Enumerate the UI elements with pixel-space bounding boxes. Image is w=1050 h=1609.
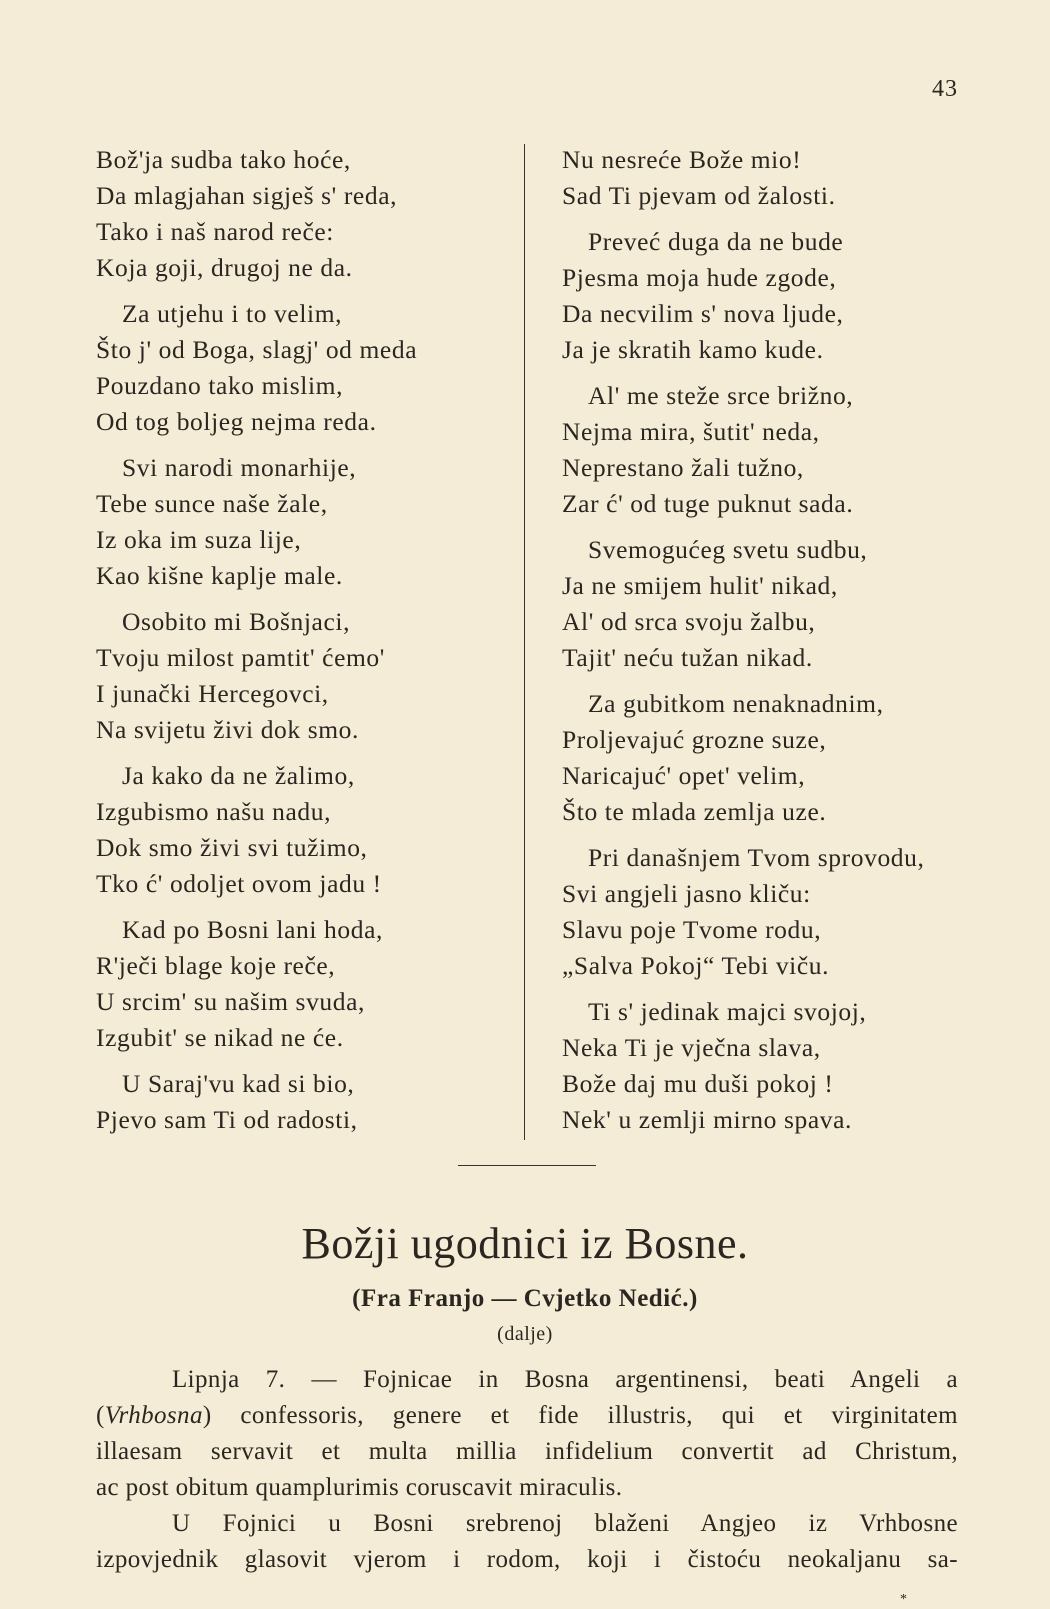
- verse-line: Ja ne smijem hulit' nikad,: [562, 571, 838, 600]
- stanza: [562, 686, 972, 830]
- verse-line: Tako i naš narod reče:: [96, 217, 334, 246]
- verse-line: Za gubitkom nenaknadnim,: [588, 689, 884, 718]
- stanza: [96, 296, 506, 440]
- verse-line: I junački Hercegovci,: [96, 679, 329, 708]
- verse-line: Slavu poje Tvome rodu,: [562, 915, 822, 944]
- verse-line: Ja kako da ne žalimo,: [122, 761, 355, 790]
- verse-line: Bož'ja sudba tako hoće,: [96, 145, 351, 174]
- verse-line: Pri današnjem Tvom sprovodu,: [588, 843, 925, 872]
- prose-line: ac post obitum quamplurimis coruscavit miraculis.: [96, 1474, 623, 1501]
- verse-line: Svemogućeg svetu sudbu,: [588, 535, 868, 564]
- stanza: [96, 912, 506, 1056]
- prose-text: ) confessoris, genere et fide illustris, qui et virginitatem: [202, 1402, 958, 1429]
- verse-line: Na svijetu živi dok smo.: [96, 715, 359, 744]
- prose-line: U Fojnici u Bosni srebrenoj blaženi Angjeo iz Vrhbosne: [172, 1510, 958, 1537]
- verse-line: Al' od srca svoju žalbu,: [562, 607, 816, 636]
- verse-line: Iz oka im suza lije,: [96, 525, 302, 554]
- verse-line: Kao kišne kaplje male.: [96, 561, 343, 590]
- verse-line: Izgubit' se nikad ne će.: [96, 1023, 344, 1052]
- verse-line: Da necvilim s' nova ljude,: [562, 299, 844, 328]
- stanza: [96, 604, 506, 748]
- verse-line: Za utjehu i to velim,: [122, 299, 343, 328]
- verse-line: U srcim' su našim svuda,: [96, 987, 366, 1016]
- verse-line: Tko ć' odoljet ovom jadu !: [96, 869, 382, 898]
- verse-line: Što j' od Boga, slagj' od meda: [96, 335, 418, 364]
- verse-line: Dok smo živi svi tužimo,: [96, 833, 368, 862]
- stanza: [562, 224, 972, 368]
- poem: [96, 142, 962, 1142]
- stanza: [562, 532, 972, 676]
- page-number: 43: [932, 76, 958, 102]
- verse-line: Zar ć' od tuge puknut sada.: [562, 489, 854, 518]
- verse-line: Osobito mi Bošnjaci,: [122, 607, 351, 636]
- verse-line: Tebe sunce naše žale,: [96, 489, 328, 518]
- verse-line: Da mlagjahan sigješ s' reda,: [96, 181, 398, 210]
- stanza: [562, 378, 972, 522]
- section-separator: [458, 1165, 596, 1166]
- verse-line: Sad Ti pjevam od žalosti.: [562, 181, 836, 210]
- poem-right-column: [562, 142, 972, 1148]
- verse-line: Koja goji, drugoj ne da.: [96, 253, 353, 282]
- stanza: [562, 142, 972, 214]
- verse-line: Neka Ti je vječna slava,: [562, 1033, 821, 1062]
- verse-line: Kad po Bosni lani hoda,: [122, 915, 383, 944]
- verse-line: Proljevajuć grozne suze,: [562, 725, 827, 754]
- prose-text: (: [96, 1402, 105, 1429]
- prose-line: izpovjednik glasovit vjerom i rodom, koji i čistoću neokaljanu sa-: [96, 1546, 958, 1573]
- stanza: [562, 840, 972, 984]
- signature-mark: *: [900, 1592, 907, 1607]
- verse-line: Pjevo sam Ti od radosti,: [96, 1105, 358, 1134]
- verse-line: „Salva Pokoj“ Tebi viču.: [562, 951, 830, 980]
- stanza: [562, 994, 972, 1138]
- stanza: [96, 450, 506, 594]
- verse-line: Preveć duga da ne bude: [588, 227, 844, 256]
- stanza: [96, 142, 506, 286]
- verse-line: Bože daj mu duši pokoj !: [562, 1069, 834, 1098]
- prose-line: Lipnja 7. — Fojnicae in Bosna argentinensi, beati Angeli a: [172, 1366, 958, 1393]
- verse-line: Nu nesreće Bože mio!: [562, 145, 802, 174]
- verse-line: Izgubismo našu nadu,: [96, 797, 332, 826]
- column-divider: [524, 144, 525, 1140]
- verse-line: Pjesma moja hude zgode,: [562, 263, 837, 292]
- article-body: [96, 1362, 958, 1578]
- verse-line: Tajit' neću tužan nikad.: [562, 643, 813, 672]
- verse-line: U Saraj'vu kad si bio,: [122, 1069, 355, 1098]
- verse-line: Od tog boljeg nejma reda.: [96, 407, 377, 436]
- prose-line: [96, 1398, 958, 1434]
- stanza: [96, 758, 506, 902]
- verse-line: Svi angjeli jasno kliču:: [562, 879, 811, 908]
- article-continued-note: (dalje): [497, 1323, 553, 1345]
- article-title: Božji ugodnici iz Bosne.: [301, 1219, 749, 1268]
- stanza: [96, 1066, 506, 1138]
- verse-line: R'ječi blage koje reče,: [96, 951, 336, 980]
- prose-line: illaesam servavit et multa millia infidelium convertit ad Christum,: [96, 1438, 958, 1465]
- verse-line: Naricajuć' opet' velim,: [562, 761, 806, 790]
- verse-line: Pouzdano tako mislim,: [96, 371, 344, 400]
- place-name-italic: Vrhbosna: [104, 1402, 203, 1429]
- verse-line: Tvoju milost pamtit' ćemo': [96, 643, 385, 672]
- poem-left-column: [96, 142, 506, 1148]
- verse-line: Neprestano žali tužno,: [562, 453, 804, 482]
- verse-line: Što te mlada zemlja uze.: [562, 797, 827, 826]
- verse-line: Svi narodi monarhije,: [122, 453, 357, 482]
- verse-line: Ja je skratih kamo kude.: [562, 335, 824, 364]
- article-subtitle: (Fra Franjo — Cvjetko Nedić.): [352, 1285, 698, 1312]
- verse-line: Nejma mira, šutit' neda,: [562, 417, 820, 446]
- verse-line: Al' me steže srce brižno,: [588, 381, 854, 410]
- verse-line: Nek' u zemlji mirno spava.: [562, 1105, 852, 1134]
- verse-line: Ti s' jedinak majci svojoj,: [588, 997, 867, 1026]
